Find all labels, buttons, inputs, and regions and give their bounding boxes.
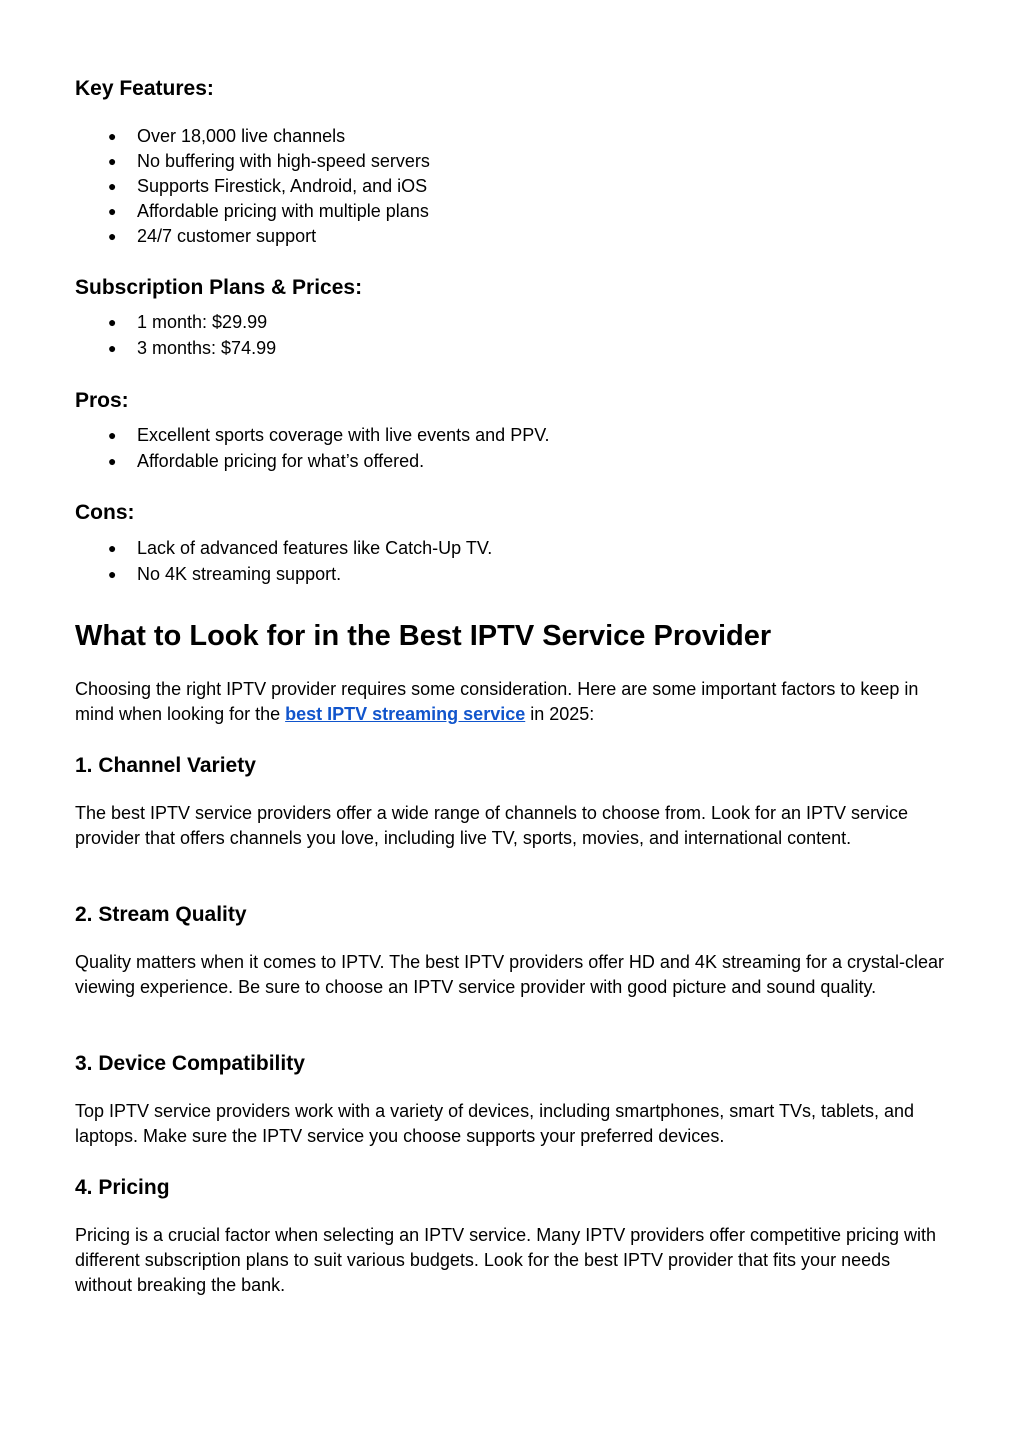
pros-heading: Pros: [75, 389, 129, 412]
section-title: What to Look for in the Best IPTV Service Provider [75, 620, 772, 652]
key-features-heading: Key Features: [75, 77, 214, 100]
pricing-text: Pricing is a crucial factor when selecting an IPTV service. Many IPTV providers offer competitive pricing with different subscription plans to suit various budgets. Look for the best IPTV provider that fits your needs without breaking the bank. [75, 1225, 937, 1295]
list-item: ● Over 18,000 live channels [75, 124, 430, 149]
intro-text-after: in 2025: [525, 704, 595, 724]
stream-quality-heading: 2. Stream Quality [75, 903, 247, 926]
list-item: ● 3 months: $74.99 [75, 335, 276, 361]
list-item: ● Excellent sports coverage with live events and PPV. [75, 422, 550, 448]
plans-list [75, 309, 276, 361]
list-item: ● Supports Firestick, Android, and iOS [75, 174, 430, 199]
list-item: ● No buffering with high-speed servers [75, 149, 430, 174]
intro-text-before: Choosing the right IPTV provider requires some consideration. Here are some important factors to keep in mind when looking for the [75, 679, 919, 724]
list-item: ● 1 month: $29.99 [75, 309, 276, 335]
list-item: ● Affordable pricing for what’s offered. [75, 448, 550, 474]
list-item: ● Affordable pricing with multiple plans [75, 199, 430, 224]
list-item: ● 24/7 customer support [75, 224, 430, 249]
channel-variety-text: The best IPTV service providers offer a wide range of channels to choose from. Look for an IPTV service provider that offers channels you love, including live TV, sports, movies, and international content. [75, 803, 909, 848]
key-features-list [75, 124, 430, 249]
list-item: ● Lack of advanced features like Catch-Up TV. [75, 535, 492, 561]
stream-quality-text: Quality matters when it comes to IPTV. The best IPTV providers offer HD and 4K streaming for a crystal-clear viewing experience. Be sure to choose an IPTV service provider with good picture and sound quality. [75, 952, 945, 997]
channel-variety-heading: 1. Channel Variety [75, 754, 256, 777]
pricing-heading: 4. Pricing [75, 1176, 170, 1199]
best-iptv-streaming-service-link[interactable]: best IPTV streaming service [285, 704, 526, 724]
cons-list [75, 535, 492, 587]
pros-list [75, 422, 550, 474]
device-compatibility-text: Top IPTV service providers work with a variety of devices, including smartphones, smart TVs, tablets, and laptops. Make sure the IPTV service you choose supports your preferred devices. [75, 1101, 915, 1146]
plans-heading: Subscription Plans & Prices: [75, 276, 363, 299]
cons-heading: Cons: [75, 501, 135, 524]
list-item: ● No 4K streaming support. [75, 561, 492, 587]
intro-paragraph [75, 677, 950, 727]
device-compatibility-heading: 3. Device Compatibility [75, 1052, 305, 1075]
